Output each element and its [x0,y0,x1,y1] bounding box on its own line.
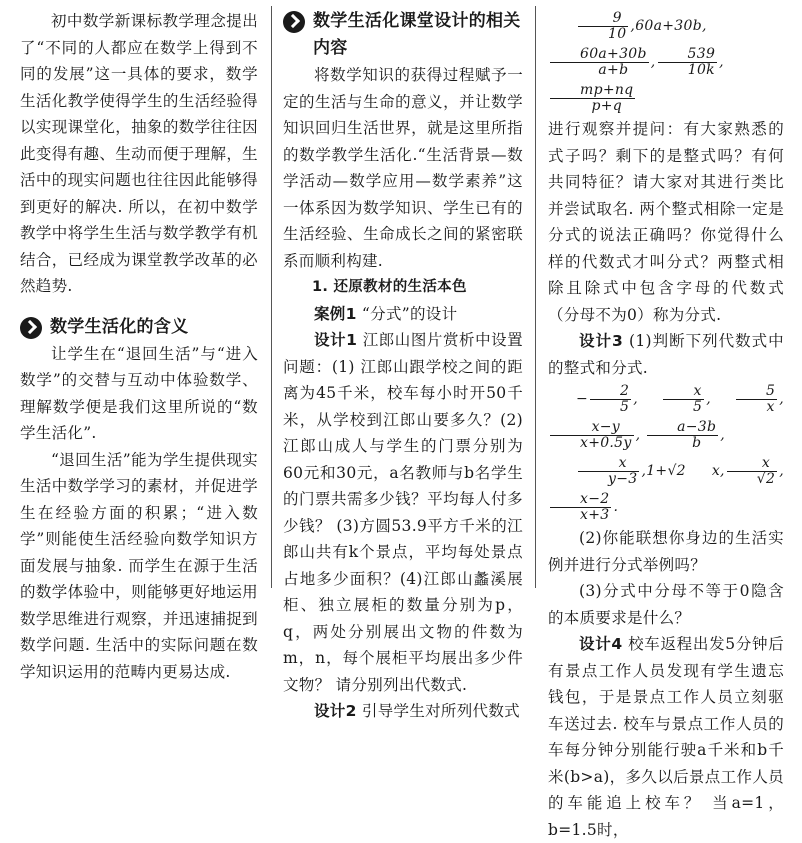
column-right [548,8,784,843]
fraction: $\frac{x-y}{x+0.5y}$ [550,420,634,451]
observation-paragraph: 进行观察并提问：有大家熟悉的式子吗？剩下的是整式吗？有何共同特征？请大家对其进行类比并尝试取名. 两个整式相除一定是分式的说法正确吗？你觉得什么样的代数式才叫分式？两整式相除且除式中包含字母的代数式（分母不为0）称为分式. [548,120,784,324]
design-4-paragraph [548,631,784,843]
design-1-label: 设计1 [314,331,358,349]
fraction: $\frac{2}{5}$ [590,384,631,415]
subsection-heading: 1. 还原教材的生活本色 [312,279,467,295]
section-heading-text: 数学生活化的含义 [50,316,189,337]
design-3-text: (1)判断下列代数式中的整式和分式. [548,332,784,377]
column-middle [283,8,523,725]
fraction: $\frac{539}{10k}$ [658,47,718,78]
design-2-label: 设计2 [314,702,357,720]
column-left [20,8,258,685]
design-4-text: 校车返程出发5分钟后有景点工作人员发现有学生遗忘钱包，于是景点工作人员立刻驱车送过去. 校车与景点工作人员的车每分钟分别能行驶a千米和b千米(b>a)，多久以后景点工作人员的车能追上校车？ 当a=1，b=1.5时， [548,635,784,839]
fraction: $\frac{5}{x}$ [736,384,777,415]
explanation-paragraph: “退回生活”能为学生提供现实生活中数学学习的素材，并促进学生在经验方面的积累；“进入数学”则能使生活经验向数学知识方面发展与抽象. 而学生在源于生活的数学体验中，则能够更好地运用数学思维进行观察，并迅速捕捉到数学问题. 生活中的实际问题在数学知识运用的范畴内更易达成. [20,450,258,681]
design-3-paragraph [548,328,784,381]
design-2-text: 引导学生对所列代数式 [361,702,520,720]
case-title: “分式”的设计 [361,304,458,323]
section-arrow-icon [20,317,42,339]
design-3-label: 设计3 [579,332,624,350]
design-1-text: 江郎山图片赏析中设置问题：(1) 江郎山跟学校之间的距离为45千米，校车每小时开50千米，从学校到江郎山要多久？(2)江郎山成人与学生的门票分别为60元和30元，a名教师与b名学生的门票共需多少钱？平均每人付多少钱？ (3)方圆53.9平方千米的江郎山共有k个景点，平均每处景点占地多少面积？(4)江郎山蠡溪展柜、独立展柜的数量分别为p，q，两处分别展出文物的件数为m，n，每个展柜平均展出多少件文物？ 请分别列出代数式. [283,331,523,694]
section-heading-text: 数学生活化课堂设计的相关内容 [313,11,521,58]
fraction: $\frac{x-2}{x+3}$ [550,492,611,523]
fraction: $\frac{mp+nq}{p+q}$ [550,83,635,114]
fraction: $\frac{x}{5}$ [663,384,704,415]
question-3: (3)分式中分母不等于0隐含的本质要求是什么？ [548,582,784,627]
expression: 1+√2 x [646,463,721,479]
expression-list: $\frac{x}{y-3}$ ,1+√2 x, $\frac{x}{√2}$ , $\frac{x-2}{x+3}$ . [548,453,784,525]
section-arrow-icon [283,11,305,33]
fraction: $\frac{x}{y-3}$ [578,456,639,487]
design-4-label: 设计4 [579,635,623,653]
definition-paragraph: 让学生在“退回生活”与“进入数学”的交替与互动中体验数学、理解数学便是我们这里所说的“数学生活化”. [20,344,258,442]
fraction: $\frac{x}{√2}$ [727,456,777,487]
expression: 60a+30b [635,18,702,34]
expression-list: $\frac{9}{10}$ ,60a+30b, $\frac{60a+30b}{a+b}$ , $\frac{539}{10k}$ , $\frac{mp+nq}{p+q}$ [548,8,784,116]
case-label: 案例1 [314,304,357,323]
column-divider [271,6,272,588]
body-paragraph: 将数学知识的获得过程赋予一定的生活与生命的意义，并让数学知识回归生活世界，就是这里所指的数学教学生活化.“生活背景—数学活动—数学应用—数学素养”这一体系因为数学知识、学生已有的生活经验、生命成长之间的紧密联系而顺利构建. [283,66,523,270]
question-2: (2)你能联想你身边的生活实例并进行分式举例吗？ [548,529,784,574]
intro-paragraph: 初中数学新课标教学理念提出了“不同的人都应在数学上得到不同的发展”这一具体的要求，数学生活化教学使得学生的生活经验得以实现课堂化，抽象的数学往往因此变得有趣、生动而便于理解，生活中的现实问题也往往因此能够得到更好的解决. 所以，在初中数学教学中将学生生活与数学教学有机结合，已经成为课堂教学改革的必然趋势. [20,12,258,295]
section-heading [283,8,523,62]
design-1-paragraph [283,327,523,698]
section-heading [20,314,258,341]
fraction: $\frac{a-3b}{b}$ [647,420,718,451]
fraction: $\frac{9}{10}$ [578,11,628,42]
case-heading [283,301,523,328]
expression-list: − $\frac{2}{5}$ , $\frac{x}{5}$ , $\frac{5}{x}$ , $\frac{x-y}{x+0.5y}$ , $\frac{a-3b}{b}$ , [548,381,784,453]
design-2-paragraph [283,698,523,725]
column-divider [535,6,536,588]
fraction: $\frac{60a+30b}{a+b}$ [550,47,649,78]
